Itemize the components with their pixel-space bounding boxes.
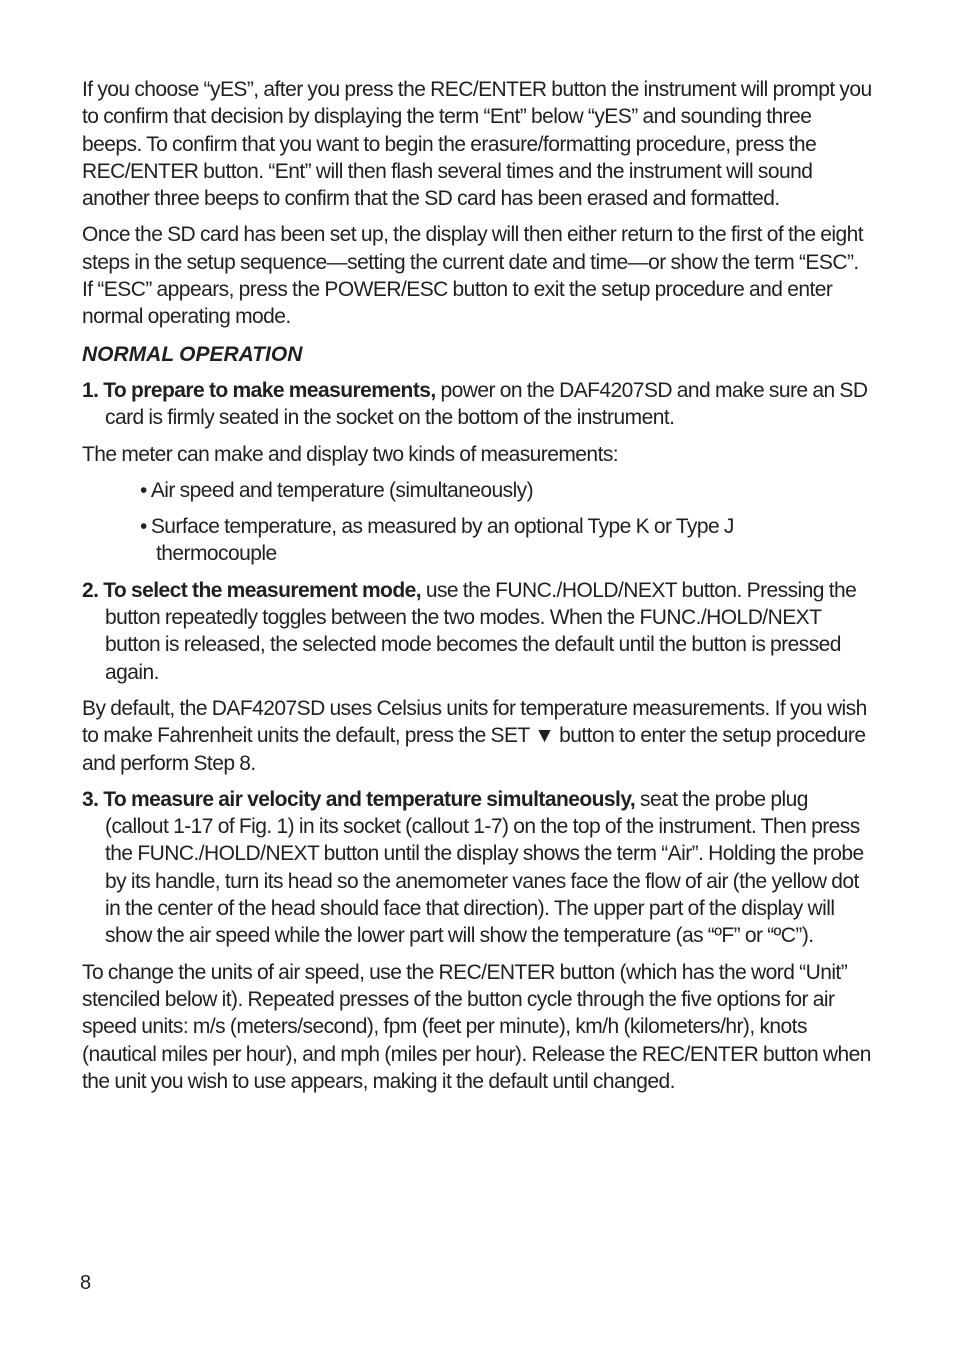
step-3-text: seat the probe plug (callout 1-17 of Fig. 1) in its socket (callout 1-7) on the top of the instrument. Then press the FUNC./HOLD/NEXT button until the display shows the term “Air”. Holding the probe by its handle, turn its head so the anemometer vanes face the flow of air (the yellow dot in the center of the head should face that direction). The upper part of the display will show the air speed while the lower part will show the temperature (as “ºF” or “ºC”). — [105, 787, 864, 948]
measurement-kinds-list — [82, 477, 874, 568]
paragraph-sd-setup-complete: Once the SD card has been set up, the display will then either return to the first of the eight steps in the setup sequence—setting the current date and time—or show the term “ESC”. If “ESC” appears, press the POWER/ESC button to exit the setup procedure and enter normal operating mode. — [82, 223, 864, 329]
list-item — [140, 477, 874, 504]
step-1-text: power on the DAF4207SD and make sure an SD card is firmly seated in the socket on the bottom of the instrument. — [105, 378, 868, 430]
step-3-measure-air — [82, 786, 874, 950]
page-number: 8 — [80, 1272, 92, 1294]
list-item-text: Air speed and temperature (simultaneously) — [150, 478, 534, 502]
paragraph-confirm-erase: If you choose “yES”, after you press the REC/ENTER button the instrument will prompt you to confirm that decision by displaying the term “Ent” below “yES” and sounding three beeps. To confirm that you want to begin the erasure/formatting procedure, press the REC/ENTER button. “Ent” will then flash several times and the instrument will sound another three beeps to confirm that the SD card has been erased and formatted. — [82, 78, 872, 211]
step-3-lead: 3. To measure air velocity and temperature simultaneously, — [82, 787, 636, 811]
step-1-lead: 1. To prepare to make measurements, — [82, 378, 436, 402]
step-2-text: use the FUNC./HOLD/NEXT button. Pressing the button repeatedly toggles between the two modes. When the FUNC./HOLD/NEXT button is released, the selected mode becomes the default until the button is pressed again. — [105, 578, 857, 684]
list-item-text: Surface temperature, as measured by an optional Type K or Type J — [150, 515, 734, 539]
step-2-select-mode — [82, 577, 874, 686]
step-1-prepare — [82, 377, 874, 432]
list-item — [140, 513, 874, 568]
paragraph-air-speed-units: To change the units of air speed, use the REC/ENTER button (which has the word “Unit” stenciled below it). Repeated presses of the button cycle through the five options for air speed units: m/s (meters/second), fpm (feet per minute), km/h (kilometers/hr), knots (nautical miles per hour), and mph (miles per hour). Release the REC/ENTER button when the unit you wish to use appears, making it the default until changed. — [82, 960, 871, 1093]
paragraph-default-units: By default, the DAF4207SD uses Celsius units for temperature measurements. If you wish to make Fahrenheit units the default, press the SET ▼ button to enter the setup procedure and perform Step 8. — [82, 696, 867, 775]
document-page — [82, 76, 874, 1104]
step-2-lead: 2. To select the measurement mode, — [82, 578, 422, 602]
list-item-text-continued: thermocouple — [156, 542, 277, 566]
paragraph-measurements-intro: The meter can make and display two kinds of measurements: — [82, 442, 619, 466]
bullet-mark: • — [140, 515, 147, 539]
bullet-mark: • — [140, 478, 147, 502]
section-title-normal-operation: NORMAL OPERATION — [82, 342, 303, 366]
